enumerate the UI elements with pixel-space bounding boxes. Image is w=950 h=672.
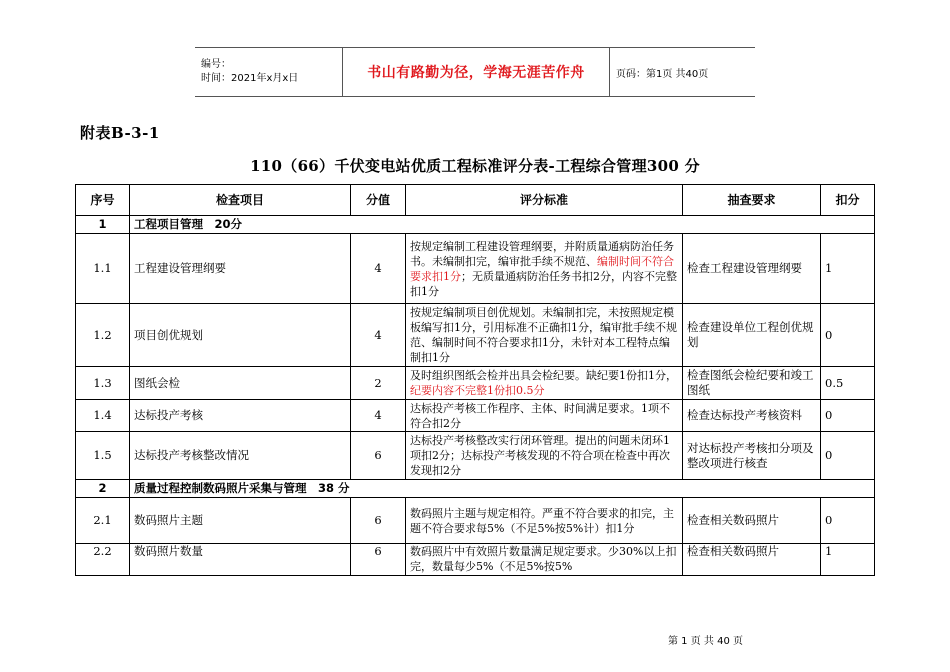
document-time-label: 时间：2021年x月x日: [201, 73, 299, 84]
column-header-standard: 评分标准: [406, 185, 683, 216]
row-deduction: 1: [821, 544, 875, 576]
row-score: 4: [351, 304, 406, 367]
row-requirement: 对达标投产考核扣分项及整改项进行核查: [683, 432, 821, 480]
section-title: 工程项目管理 20分: [130, 216, 875, 234]
row-deduction: 0: [821, 400, 875, 432]
row-deduction: 0: [821, 498, 875, 544]
row-score: 4: [351, 400, 406, 432]
row-score: 6: [351, 544, 406, 576]
page-footer: 第 1 页 共 40 页: [668, 636, 743, 647]
section-number: 2: [76, 480, 130, 498]
row-standard: 按规定编制项目创优规划。未编制扣完，未按照规定模板编写扣1分，引用标准不正确扣1分，编审批手续不规范、编制时间不符合要求扣1分，未针对本工程特点编制扣1分: [406, 304, 683, 367]
row-requirement: 检查达标投产考核资料: [683, 400, 821, 432]
row-standard-text: 及时组织图纸会检并出具会检纪要。缺纪要1份扣1分，: [410, 369, 677, 382]
row-requirement: 检查工程建设管理纲要: [683, 234, 821, 304]
row-standard-text: 按规定编制工程建设管理纲要，并附质量通病防治任务书。未编制扣完，编审批手续不规范、: [410, 239, 674, 268]
row-standard: 数码照片主题与规定相符。严重不符合要求的扣完，主题不符合要求每5%（不足5%按5%计）扣1分: [406, 498, 683, 544]
section-number: 1: [76, 216, 130, 234]
column-header-item: 检查项目: [130, 185, 351, 216]
row-deduction: 0: [821, 432, 875, 480]
row-score: 2: [351, 367, 406, 400]
document-header: [195, 47, 755, 97]
row-number: 2.1: [76, 498, 130, 544]
row-requirement: 检查相关数码照片: [683, 544, 821, 576]
table-row: [76, 234, 875, 304]
row-item: 工程建设管理纲要: [130, 234, 351, 304]
column-header-requirement: 抽查要求: [683, 185, 821, 216]
row-item: 图纸会检: [130, 367, 351, 400]
row-requirement: 检查相关数码照片: [683, 498, 821, 544]
row-standard-highlight: 纪要内容不完整1份扣0.5分: [410, 384, 545, 397]
section-row: [76, 216, 875, 234]
row-number: 1.1: [76, 234, 130, 304]
section-title: 质量过程控制数码照片采集与管理 38 分: [130, 480, 875, 498]
row-number: 1.4: [76, 400, 130, 432]
document-title: 110（66）千伏变电站优质工程标准评分表-工程综合管理300 分: [250, 157, 700, 175]
row-score: 4: [351, 234, 406, 304]
header-motto: 书山有路勤为径，学海无涯苦作舟: [343, 48, 610, 97]
header-meta: [195, 48, 343, 97]
section-row: [76, 480, 875, 498]
row-standard: [406, 367, 683, 400]
document-number-label: 编号：: [201, 59, 231, 70]
row-standard: [406, 234, 683, 304]
row-number: 1.3: [76, 367, 130, 400]
row-standard: 达标投产考核整改实行闭环管理。提出的问题未闭环1项扣2分；达标投产考核发现的不符合项在检查中再次发现扣2分: [406, 432, 683, 480]
row-deduction: 0: [821, 304, 875, 367]
table-row: [76, 304, 875, 367]
appendix-label: 附表B-3-1: [80, 124, 160, 142]
table-row: [76, 400, 875, 432]
table-row: [76, 367, 875, 400]
row-standard-text: ；无质量通病防治任务书扣2分，内容不完整扣1分: [410, 269, 677, 298]
row-score: 6: [351, 498, 406, 544]
table-row: [76, 498, 875, 544]
row-item: 数码照片数量: [130, 544, 351, 576]
row-item: 数码照片主题: [130, 498, 351, 544]
row-score: 6: [351, 432, 406, 480]
row-deduction: 0.5: [821, 367, 875, 400]
row-deduction: 1: [821, 234, 875, 304]
table-header-row: [76, 185, 875, 216]
column-header-score: 分值: [351, 185, 406, 216]
header-page-info: 页码：第1页 共40页: [610, 48, 756, 97]
row-item: 达标投产考核整改情况: [130, 432, 351, 480]
table-row: [76, 544, 875, 576]
column-header-no: 序号: [76, 185, 130, 216]
scoring-table: [75, 184, 875, 576]
row-item: 达标投产考核: [130, 400, 351, 432]
column-header-deduction: 扣分: [821, 185, 875, 216]
row-requirement: 检查建设单位工程创优规划: [683, 304, 821, 367]
row-number: 1.5: [76, 432, 130, 480]
row-standard: 达标投产考核工作程序、主体、时间满足要求。1项不符合扣2分: [406, 400, 683, 432]
row-number: 1.2: [76, 304, 130, 367]
row-requirement: 检查图纸会检纪要和竣工图纸: [683, 367, 821, 400]
row-item: 项目创优规划: [130, 304, 351, 367]
table-row: [76, 432, 875, 480]
row-standard-highlight: 编制时间不符合要求扣1分: [410, 254, 674, 283]
row-standard: 数码照片中有效照片数量满足规定要求。少30%以上扣完，数量每少5%（不足5%按5%: [406, 544, 683, 576]
row-number: 2.2: [76, 544, 130, 576]
